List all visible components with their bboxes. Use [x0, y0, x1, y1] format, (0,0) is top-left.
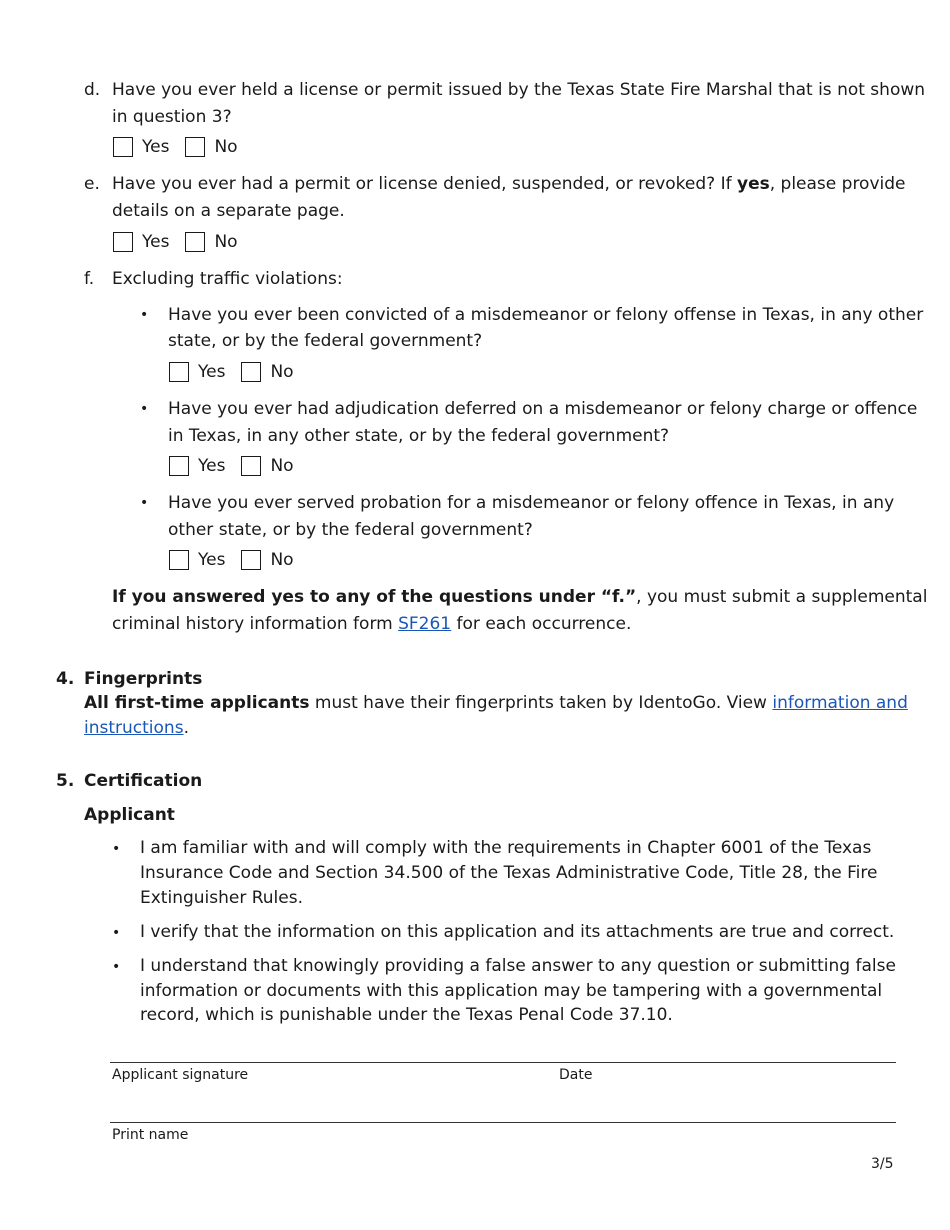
section-5-heading: Certification [84, 771, 203, 791]
cert-bullet1-line1: I am familiar with and will comply with the requirements in Chapter 6001 of the Texas [140, 838, 872, 858]
question-f-note-post: for each occurrence. [451, 614, 632, 634]
cert-bullet3-line2: information or documents with this application may be tampering with a governmental [140, 981, 883, 1001]
information-instructions-link[interactable]: information and [772, 693, 908, 713]
yes-label: Yes [198, 550, 226, 570]
fingerprints-text: must have their fingerprints taken by IdentoGo. View [309, 693, 773, 713]
section-4-number: 4. [56, 669, 75, 689]
bullet-dot: • [140, 401, 149, 417]
certification-subheading: Applicant [84, 805, 175, 825]
question-e-text-post: , please provide [769, 174, 906, 194]
cert-bullet1-line2: Insurance Code and Section 34.500 of the Texas Administrative Code, Title 28, the Fire [140, 863, 878, 883]
no-label: No [214, 232, 238, 252]
question-e-no-checkbox[interactable] [185, 232, 205, 252]
applicant-signature-label: Applicant signature [112, 1067, 249, 1083]
fingerprints-text-line2 [84, 715, 189, 741]
yes-label: Yes [142, 232, 170, 252]
question-f-bullet1-choices [169, 360, 310, 384]
question-f-note-bold: If you answered yes to any of the questions under “f.” [112, 587, 637, 607]
cert-bullet3-line1: I understand that knowingly providing a false answer to any question or submitting false [140, 956, 896, 976]
question-e-text-line1 [112, 171, 906, 197]
question-d-choices [113, 135, 254, 159]
question-d-text-line1: Have you ever held a license or permit issued by the Texas State Fire Marshal that is not shown [112, 80, 926, 100]
question-e-text-pre: Have you ever had a permit or license denied, suspended, or revoked? If [112, 174, 737, 194]
yes-label: Yes [142, 137, 170, 157]
question-f-note-line2 [112, 611, 631, 637]
bullet-dot: • [140, 307, 149, 323]
yes-label: Yes [198, 456, 226, 476]
question-f-intro: Excluding traffic violations: [112, 269, 343, 289]
question-f-note-line1 [112, 584, 927, 610]
question-e-marker: e. [84, 174, 100, 194]
question-d-yes-checkbox[interactable] [113, 137, 133, 157]
page-number: 3/5 [871, 1156, 894, 1172]
information-instructions-link-cont[interactable]: instructions [84, 718, 184, 738]
question-e-text-line2: details on a separate page. [112, 201, 345, 221]
question-f-bullet1-line1: Have you ever been convicted of a misdemeanor or felony offense in Texas, in any other [168, 305, 924, 325]
question-d-no-checkbox[interactable] [185, 137, 205, 157]
question-f-bullet3-choices [169, 548, 310, 572]
question-f1-no-checkbox[interactable] [241, 362, 261, 382]
fingerprints-text-line1 [84, 690, 908, 716]
section-4-heading: Fingerprints [84, 669, 203, 689]
date-label: Date [559, 1067, 593, 1083]
question-f-bullet2-line2: in Texas, in any other state, or by the federal government? [168, 426, 670, 446]
cert-bullet1-line3: Extinguisher Rules. [140, 888, 304, 908]
question-e-choices [113, 230, 254, 254]
bullet-dot: • [112, 925, 121, 941]
no-label: No [270, 550, 294, 570]
question-f-bullet2-choices [169, 454, 310, 478]
print-name-label: Print name [112, 1127, 189, 1143]
question-f-bullet3-line1: Have you ever served probation for a misdemeanor or felony offence in Texas, in any [168, 493, 895, 513]
section-5-number: 5. [56, 771, 75, 791]
print-name-line[interactable] [110, 1122, 896, 1123]
question-e-text-bold: yes [737, 174, 770, 194]
no-label: No [270, 456, 294, 476]
bullet-dot: • [140, 495, 149, 511]
question-f-note-rest: , you must submit a supplemental [636, 587, 928, 607]
no-label: No [270, 362, 294, 382]
cert-bullet3-line3: record, which is punishable under the Texas Penal Code 37.10. [140, 1005, 673, 1025]
question-f-bullet3-line2: other state, or by the federal government? [168, 520, 533, 540]
question-f-marker: f. [84, 269, 95, 289]
fingerprints-bold: All first-time applicants [84, 693, 310, 713]
question-f-bullet1-line2: state, or by the federal government? [168, 331, 483, 351]
question-f1-yes-checkbox[interactable] [169, 362, 189, 382]
cert-bullet2-line1: I verify that the information on this application and its attachments are true and correct. [140, 922, 895, 942]
bullet-dot: • [112, 959, 121, 975]
fingerprints-period: . [183, 718, 189, 738]
question-f2-no-checkbox[interactable] [241, 456, 261, 476]
question-e-yes-checkbox[interactable] [113, 232, 133, 252]
bullet-dot: • [112, 841, 121, 857]
no-label: No [214, 137, 238, 157]
yes-label: Yes [198, 362, 226, 382]
question-f3-no-checkbox[interactable] [241, 550, 261, 570]
question-f2-yes-checkbox[interactable] [169, 456, 189, 476]
question-f-note-pre: criminal history information form [112, 614, 399, 634]
sf261-link[interactable]: SF261 [398, 614, 452, 634]
question-d-marker: d. [84, 80, 101, 100]
question-d-text-line2: in question 3? [112, 107, 232, 127]
signature-line[interactable] [110, 1062, 896, 1063]
question-f-bullet2-line1: Have you ever had adjudication deferred on a misdemeanor or felony charge or offence [168, 399, 918, 419]
question-f3-yes-checkbox[interactable] [169, 550, 189, 570]
